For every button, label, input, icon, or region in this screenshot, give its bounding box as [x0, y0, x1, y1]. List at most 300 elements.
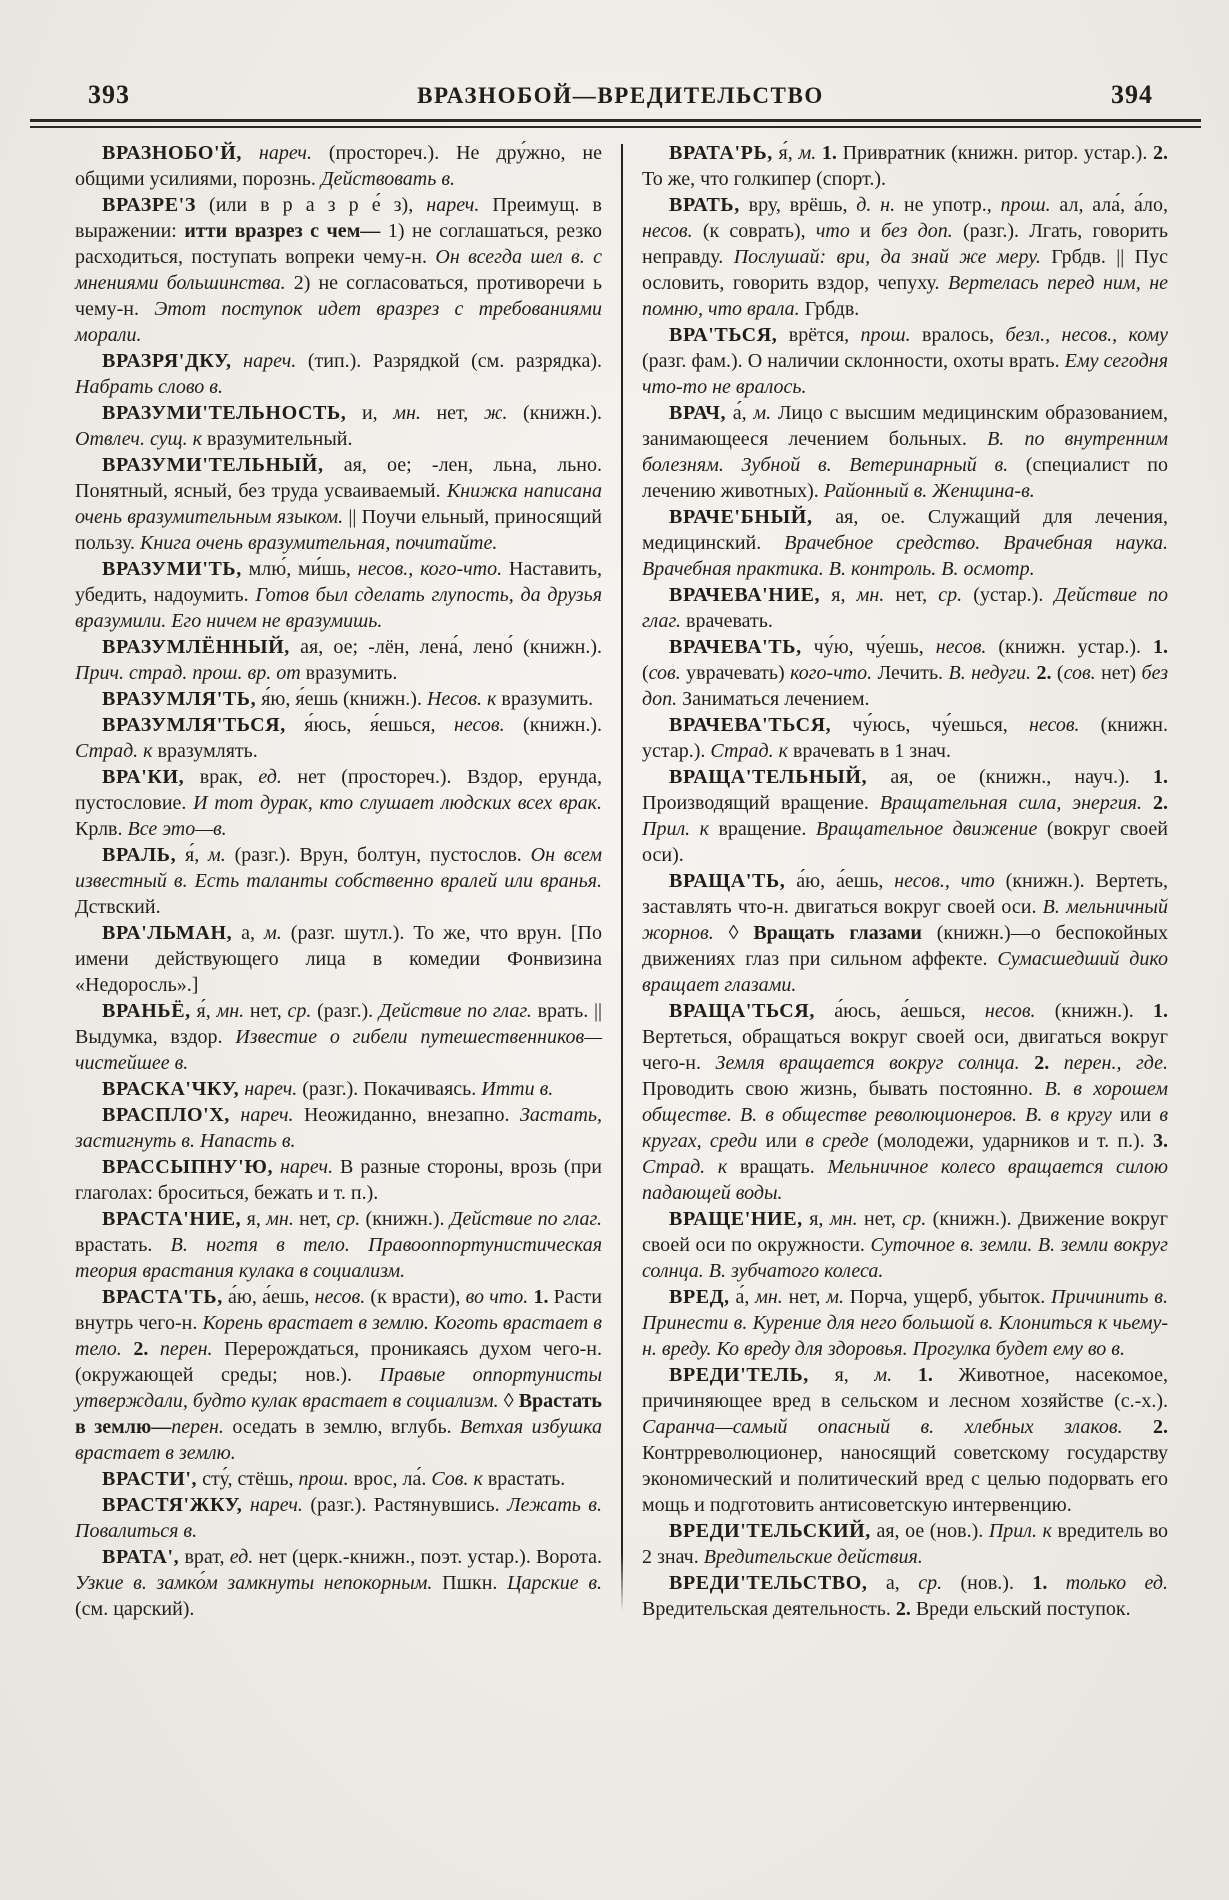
- entry-text: м.: [826, 1286, 844, 1308]
- entry-text: 1.: [1153, 636, 1168, 658]
- headword: ВРАЗРЕ'З: [102, 194, 196, 216]
- entry-text: вралось,: [910, 324, 1006, 346]
- entry-text: м.: [264, 922, 282, 944]
- entry-text: (разг.). Врун, болтун, пустослов.: [225, 844, 531, 866]
- entry-text: ср.: [287, 1000, 312, 1022]
- dictionary-entry: [642, 504, 1168, 582]
- entry-text: В. недуги.: [948, 662, 1032, 684]
- entry-text: (молодежи, ударников и т. п.).: [868, 1130, 1153, 1152]
- entry-text: (тип.). Разрядкой (см. разрядка).: [296, 350, 602, 372]
- entry-text: Саранча—самый опасный в. хлебных злаков.: [642, 1416, 1123, 1438]
- dictionary-entry: [75, 1466, 602, 1492]
- headword: ВРАЗУМИ'ТЕЛЬНОСТЬ,: [102, 402, 347, 424]
- entry-text: мн.: [266, 1208, 294, 1230]
- dictionary-entry: [75, 712, 602, 764]
- dictionary-entry: [642, 582, 1168, 634]
- entry-text: Набрать слово в.: [75, 376, 223, 398]
- entry-text: (устар.).: [962, 584, 1055, 606]
- entry-text: Ему сегодня что-то не вралось.: [642, 350, 1168, 398]
- entry-text: Контрреволюционер, наносящий советскому государству экономический и политический вред с целью подорвать его мощь и подготовить антисоветскую интервенцию.: [642, 1442, 1168, 1516]
- entry-text: я,: [802, 1208, 830, 1230]
- entry-text: Расти внутрь чего-н.: [75, 1286, 603, 1334]
- dictionary-entry: [642, 1284, 1168, 1362]
- entry-text: сов.: [1063, 662, 1096, 684]
- headword: ВРАСТА'ТЬ,: [102, 1286, 223, 1308]
- entry-text: млю́, ми́шь,: [241, 558, 358, 580]
- entry-text: Неожиданно, внезапно.: [293, 1104, 520, 1126]
- entry-text: нет (церк.-книжн., поэт. устар.). Ворота.: [253, 1546, 602, 1568]
- entry-text: и,: [346, 402, 394, 424]
- entry-text: (: [1051, 662, 1064, 684]
- entry-text: 2.: [1031, 662, 1052, 684]
- headword: ВРАЗУМИ'ТЬ,: [102, 558, 242, 580]
- entry-text: 1.: [816, 142, 837, 164]
- entry-text: Врачебное средство. Врачебная наука. Врачебная практика. В. контроль. В. осмотр.: [642, 532, 1168, 580]
- entry-text: что: [815, 220, 850, 242]
- dictionary-entry: [75, 1284, 602, 1466]
- entry-text: Все это—в.: [127, 818, 227, 840]
- entry-text: ая, ое; -лён, лена́, лено́ (книжн.).: [289, 636, 602, 658]
- entry-text: (нов.).: [942, 1572, 1033, 1594]
- headword: ВРАСТА'НИЕ,: [102, 1208, 242, 1230]
- entry-text: Вертелась перед ним, не помню, что врала.: [642, 272, 1168, 320]
- entry-text: Порча, ущерб, убыток.: [843, 1286, 1052, 1308]
- entry-text: я,: [808, 1364, 875, 1386]
- entry-text: нет,: [293, 1208, 337, 1230]
- entry-text: Сов. к: [431, 1468, 483, 1490]
- dictionary-entry: [75, 686, 602, 712]
- headword: ВРАЩЕ'НИЕ,: [669, 1208, 803, 1230]
- entry-text: ед.: [229, 1546, 254, 1568]
- entry-text: Книга очень вразумительная, почитайте.: [140, 532, 498, 554]
- entry-text: ед.: [258, 766, 282, 788]
- entry-text: (к соврать),: [692, 220, 816, 242]
- entry-text: или: [1111, 1104, 1160, 1126]
- entry-text: только ед.: [1047, 1572, 1168, 1594]
- entry-text: ая, ое. Служащий для лечения, медицинский.: [642, 506, 1168, 554]
- entry-text: врачевать в 1 знач.: [787, 740, 951, 762]
- entry-text: мн.: [829, 1208, 858, 1230]
- dictionary-entry: [642, 1570, 1168, 1622]
- entry-text: 2.: [1153, 142, 1168, 164]
- entry-text: (или в р а з р е́ з),: [195, 194, 427, 216]
- entry-text: вразумительный.: [202, 428, 353, 450]
- entry-text: Он всегда шел в. с мнениями большинства.: [75, 246, 602, 294]
- entry-text: врать. || Выдумка, вздор.: [75, 1000, 603, 1048]
- headword: ВРАЗУМЛЯ'ТЬ,: [102, 688, 257, 710]
- entry-text: Готов был сделать глупость, да друзья вразумили. Его ничем не вразумишь.: [75, 584, 603, 632]
- entry-text: (разг. шутл.). То же, что врун. [По имени действующего лица в комедии Фонвизина «Недоросль».]: [75, 922, 602, 996]
- entry-text: В. в хорошем обществе. В. в обществе революционеров. В. в кругу: [642, 1078, 1168, 1126]
- headword: ВРЕДИ'ТЕЛЬСТВО,: [669, 1572, 868, 1594]
- entry-text: вращать.: [727, 1156, 828, 1178]
- entry-text: а,: [232, 922, 265, 944]
- entry-text: (простореч.). Не дру́жно, не общими усилиями, порознь.: [75, 142, 603, 190]
- entry-text: В. ногтя в тело. Правооппортунистическая теория врастания кулака в социализм.: [75, 1234, 602, 1282]
- entry-text: Сумасшедший дико вращает глазами.: [642, 948, 1168, 996]
- headword: ВРЕД,: [669, 1286, 730, 1308]
- entry-text: Этот поступок идет вразрез с требованиями морали.: [75, 298, 602, 346]
- dictionary-entry: [75, 192, 602, 348]
- headword: ВРАССЫПНУ'Ю,: [102, 1156, 274, 1178]
- entry-text: ая, ое (книжн., науч.).: [867, 766, 1153, 788]
- entry-text: несов., что: [894, 870, 995, 892]
- entry-text: вразумлять.: [152, 740, 258, 762]
- entry-text: (книжн.)—о беспокойных движениях глаз при сильном аффекте.: [642, 922, 1168, 970]
- dictionary-entry: [75, 1492, 602, 1544]
- entry-text: Прил. к: [642, 818, 709, 840]
- entry-text: мн.: [393, 402, 421, 424]
- dictionary-entry: [75, 1102, 602, 1154]
- headword: ВРАТЬ,: [669, 194, 740, 216]
- entry-text: нет): [1095, 662, 1142, 684]
- entry-text: Перерождаться, проникаясь духом чего-н. (окружающей среды; нов.).: [75, 1338, 602, 1386]
- entry-text: и: [849, 220, 881, 242]
- entry-text: мн.: [856, 584, 885, 606]
- dictionary-entry: [75, 920, 602, 998]
- entry-text: 1.: [1032, 1572, 1048, 1594]
- entry-text: Страд. к: [710, 740, 788, 762]
- entry-text: Действие по глаг.: [642, 584, 1169, 632]
- entry-text: (книжн.).: [504, 714, 603, 736]
- entry-text: м.: [798, 142, 817, 164]
- dictionary-entry: [75, 400, 602, 452]
- entry-text: без доп.: [880, 220, 953, 242]
- headword: ВРАЧЕВА'ТЬ,: [669, 636, 802, 658]
- dictionary-entry: [642, 400, 1168, 504]
- dictionary-entry: [75, 1206, 602, 1284]
- entry-text: уврачевать): [680, 662, 791, 684]
- entry-text: мн.: [216, 1000, 245, 1022]
- entry-text: а́,: [726, 402, 754, 424]
- text-columns: [75, 140, 1168, 1622]
- entry-text: ж.: [483, 402, 508, 424]
- entry-text: Несов. к: [426, 688, 497, 710]
- headword: ВРАСКА'ЧКУ,: [102, 1078, 240, 1100]
- headword: ВРАЗУМЛЯ'ТЬСЯ,: [102, 714, 286, 736]
- headword: ВРАЗРЯ'ДКУ,: [102, 350, 232, 372]
- entry-text: Вреди ельский поступок.: [910, 1598, 1131, 1620]
- entry-text: (книжн.).: [507, 402, 602, 424]
- headword: ВРАЧЕВА'ТЬСЯ,: [669, 714, 832, 736]
- entry-text: Вращать глазами: [753, 922, 922, 944]
- dictionary-entry: [75, 140, 602, 192]
- entry-text: а́юсь, а́ешься,: [814, 1000, 985, 1022]
- entry-text: 1) не соглашаться, резко расходиться, поступать вопреки чему-н.: [75, 220, 602, 268]
- entry-text: В. по внутренним болезням. Зубной в. Ветеринарный в.: [642, 428, 1169, 476]
- entry-text: (к врасти),: [365, 1286, 466, 1308]
- entry-text: Животное, насекомое, причиняющее вред в сельском и лесном хозяйстве (с.-х.).: [642, 1364, 1168, 1412]
- entry-text: вращение.: [709, 818, 816, 840]
- dictionary-entry: [75, 348, 602, 400]
- entry-text: Он всем известный в. Есть таланты собственно вралей или вранья.: [75, 844, 602, 892]
- entry-text: м.: [874, 1364, 893, 1386]
- entry-text: (книжн.).: [1035, 1000, 1153, 1022]
- dictionary-entry: [642, 322, 1168, 400]
- entry-text: нареч.: [231, 350, 297, 372]
- entry-text: чу́ю, чу́ешь,: [801, 636, 936, 658]
- dictionary-entry: [642, 1206, 1168, 1284]
- entry-text: Земля вращается вокруг солнца.: [715, 1052, 1020, 1074]
- entry-text: врос, ла́.: [348, 1468, 432, 1490]
- entry-text: оседать в землю, вглубь.: [223, 1416, 460, 1438]
- entry-text: несов.: [1028, 714, 1080, 736]
- entry-text: нет (простореч.). Вздор, ерунда, пустословие.: [75, 766, 602, 814]
- entry-text: Прил. к: [988, 1520, 1052, 1542]
- headword: ВРАЧЕВА'НИЕ,: [669, 584, 821, 606]
- entry-text: нареч.: [273, 1156, 334, 1178]
- entry-text: несов.: [642, 220, 693, 242]
- entry-text: 2) не согласоваться, противоречи ь чему-н.: [75, 272, 602, 320]
- entry-text: (разг.). Растянувшись.: [302, 1494, 508, 1516]
- dictionary-entry: [642, 998, 1168, 1206]
- entry-text: 1.: [1153, 1000, 1168, 1022]
- entry-text: врак,: [184, 766, 259, 788]
- entry-text: Вредительские действия.: [703, 1546, 923, 1568]
- entry-text: (книжн.). Движение вокруг своей оси по окружности.: [642, 1208, 1169, 1256]
- entry-text: несов.: [314, 1286, 366, 1308]
- entry-text: (книжн.).: [360, 1208, 450, 1230]
- dictionary-entry: [75, 998, 602, 1076]
- entry-text: я́,: [772, 142, 799, 164]
- dictionary-entry: [642, 868, 1168, 998]
- headword: ВРАСПЛО'Х,: [102, 1104, 230, 1126]
- entry-text: Итти в.: [481, 1078, 554, 1100]
- entry-text: 1.: [528, 1286, 549, 1308]
- entry-text: || Поучи ельный, приносящий пользу.: [75, 506, 603, 554]
- dictionary-entry: [642, 192, 1168, 322]
- headword: ВРАЧЕ'БНЫЙ,: [669, 506, 813, 528]
- entry-text: нет,: [420, 402, 484, 424]
- entry-text: вру, врёшь,: [739, 194, 857, 216]
- headword: ВРЕДИ'ТЕЛЬСКИЙ,: [669, 1520, 871, 1542]
- entry-text: Действие по глаг.: [378, 1000, 532, 1022]
- entry-text: нет,: [782, 1286, 827, 1308]
- dictionary-entry: [642, 634, 1168, 712]
- entry-text: Мельничное колесо вращается силою падающей воды.: [642, 1156, 1168, 1204]
- entry-text: Лицо с высшим медицинским образованием, занимающееся лечением больных.: [642, 402, 1168, 450]
- dictionary-entry: [75, 764, 602, 842]
- entry-text: То же, что голкипер (спорт.).: [642, 168, 886, 190]
- entry-text: я́юсь, я́ешься,: [285, 714, 454, 736]
- entry-text: Грбдв.: [799, 298, 860, 320]
- entry-text: чу́юсь, чу́ешься,: [831, 714, 1029, 736]
- entry-text: мн.: [755, 1286, 783, 1308]
- entry-text: Суточное в. земли. В. земли вокруг солнца. В. зубчатого колеса.: [642, 1234, 1168, 1282]
- page-header: [88, 80, 1153, 110]
- entry-text: врастать.: [482, 1468, 566, 1490]
- entry-text: без доп.: [642, 662, 1168, 710]
- entry-text: 2.: [1142, 792, 1168, 814]
- page-number-left: 393: [88, 80, 130, 109]
- entry-text: я,: [241, 1208, 267, 1230]
- entry-text: несов., кого-что.: [357, 558, 503, 580]
- entry-text: (разг.). Лгать, говорить неправду.: [642, 220, 1169, 268]
- headword: ВРАЩА'ТЬСЯ,: [669, 1000, 815, 1022]
- entry-text: Вертеться, обращаться вокруг своей оси, двигаться вокруг чего-н.: [642, 1026, 1168, 1074]
- entry-text: нареч.: [242, 1494, 303, 1516]
- entry-text: (специалист по лечению животных).: [642, 454, 1168, 502]
- entry-text: 2.: [895, 1598, 911, 1620]
- entry-text: Послушай: ври, да знай же меру.: [733, 246, 1041, 268]
- entry-text: прош.: [298, 1468, 349, 1490]
- entry-text: ал, ала́, а́ло,: [1050, 194, 1168, 216]
- entry-text: (книжн. устар.).: [642, 714, 1168, 762]
- entry-text: сту́, стёшь,: [197, 1468, 299, 1490]
- entry-text: нареч.: [426, 194, 480, 216]
- headword: ВРАЧ,: [669, 402, 727, 424]
- entry-text: Застать, застигнуть в. Напасть в.: [75, 1104, 602, 1152]
- entry-text: И тот дурак, кто слушает людских всех врак.: [193, 792, 602, 814]
- entry-text: 2.: [121, 1338, 149, 1360]
- entry-text: д. н.: [856, 194, 896, 216]
- entry-text: я́,: [190, 1000, 217, 1022]
- dictionary-entry: [75, 1076, 602, 1102]
- entry-text: 2.: [1122, 1416, 1169, 1438]
- dictionary-entry: [642, 1362, 1168, 1518]
- entry-text: Страд. к: [642, 1156, 728, 1178]
- headword: ВРАЗУМЛЁННЫЙ,: [102, 636, 290, 658]
- entry-text: в среде: [805, 1130, 869, 1152]
- entry-text: 1.: [1153, 766, 1168, 788]
- entry-text: Страд. к: [75, 740, 153, 762]
- entry-text: я́ю, я́ешь (книжн.).: [256, 688, 427, 710]
- entry-text: безл., несов., кому: [1005, 324, 1168, 346]
- entry-text: нареч.: [241, 142, 312, 164]
- entry-text: Преимущ. в выражении:: [75, 194, 602, 242]
- page-number-right: 394: [1111, 80, 1153, 109]
- dictionary-entry: [75, 452, 602, 556]
- entry-text: ср.: [938, 584, 963, 606]
- entry-text: (разг.). Покачиваясь.: [297, 1078, 482, 1100]
- entry-text: врастать.: [75, 1234, 171, 1256]
- entry-text: вредитель во 2 знач.: [642, 1520, 1168, 1568]
- entry-text: Вращательная сила, энергия.: [879, 792, 1143, 814]
- entry-text: Правые оппортунисты утверждали, будто кулак врастает в социализм.: [75, 1364, 602, 1412]
- entry-text: а́,: [729, 1286, 756, 1308]
- entry-text: Корень врастает в землю. Коготь врастает в тело.: [75, 1312, 602, 1360]
- headword: ВРА'КИ,: [102, 766, 185, 788]
- entry-text: врат,: [179, 1546, 230, 1568]
- entry-text: врачевать.: [681, 610, 773, 632]
- entry-text: Дствский.: [75, 896, 161, 918]
- entry-text: м.: [753, 402, 772, 424]
- entry-text: Отвлеч. сущ. к: [75, 428, 203, 450]
- entry-text: кого-что.: [790, 662, 873, 684]
- entry-text: Производящий вращение.: [642, 792, 880, 814]
- entry-text: Ветхая избушка врастает в землю.: [75, 1416, 603, 1464]
- right-column: [642, 140, 1168, 1622]
- entry-text: а,: [867, 1572, 919, 1594]
- entry-text: Книжка написана очень вразумительным языком.: [75, 480, 602, 528]
- headword: ВРАЩА'ТЕЛЬНЫЙ,: [669, 766, 868, 788]
- entry-text: 3.: [1153, 1130, 1168, 1152]
- entry-text: перен.: [171, 1416, 224, 1438]
- entry-text: Крлв.: [75, 818, 128, 840]
- entry-text: Царские в.: [507, 1572, 603, 1594]
- entry-text: я,: [820, 584, 857, 606]
- entry-text: (книжн. устар.).: [986, 636, 1153, 658]
- entry-text: несов.: [935, 636, 987, 658]
- entry-text: прош.: [1000, 194, 1051, 216]
- dictionary-entry: [642, 1518, 1168, 1570]
- entry-text: (: [642, 662, 649, 684]
- entry-text: Узкие в. замко́м замкнуты непокорным.: [75, 1572, 433, 1594]
- entry-text: Пшкн.: [432, 1572, 508, 1594]
- entry-text: нареч.: [229, 1104, 294, 1126]
- entry-text: нет,: [884, 584, 939, 606]
- entry-text: (разг.).: [311, 1000, 379, 1022]
- entry-text: вразумить.: [300, 662, 398, 684]
- entry-text: Вращательное движение: [815, 818, 1038, 840]
- entry-text: (вокруг своей оси).: [642, 818, 1168, 866]
- entry-text: прош.: [860, 324, 911, 346]
- entry-text: Заниматься лечением.: [677, 688, 870, 710]
- entry-text: несов.: [984, 1000, 1036, 1022]
- headword: ВРАТА',: [102, 1546, 180, 1568]
- headword: ВРАЛЬ,: [102, 844, 177, 866]
- headword: ВРАТА'РЬ,: [669, 142, 773, 164]
- headword: ВРАНЬЁ,: [102, 1000, 191, 1022]
- dictionary-entry: [75, 634, 602, 686]
- headword: ВРАЗУМИ'ТЕЛЬНЫЙ,: [102, 454, 324, 476]
- entry-text: нареч.: [239, 1078, 298, 1100]
- entry-text: Причинить в. Принести в. Курение для него большой в. Клониться к чьему-н. вреду. Ко вреду для здоровья. Прогулка будет ему во в.: [642, 1286, 1168, 1360]
- entry-text: во что.: [465, 1286, 529, 1308]
- entry-text: Грбдв. || Пус ословить, говорить вздор, чепуху.: [642, 246, 1168, 294]
- dictionary-entry: [642, 140, 1168, 192]
- dictionary-entry: [642, 764, 1168, 868]
- entry-text: ая, ое; -лен, льна, льно. Понятный, ясный, без труда усваиваемый.: [75, 454, 602, 502]
- entry-text: не употр.,: [895, 194, 1001, 216]
- entry-text: м.: [208, 844, 226, 866]
- entry-text: (книжн.). Вертеть, заставлять что-н. двигаться вокруг своей оси.: [642, 870, 1168, 918]
- entry-text: в кругах, среди: [642, 1104, 1169, 1152]
- entry-text: Лечить.: [872, 662, 949, 684]
- entry-text: итти вразрез с чем—: [184, 220, 381, 242]
- entry-text: врётся,: [777, 324, 861, 346]
- headword: ВРАСТИ',: [102, 1468, 198, 1490]
- entry-text: Прич. страд. прош. вр. от: [75, 662, 301, 684]
- entry-text: Известие о гибели путешественников—чистейшее в.: [75, 1026, 603, 1074]
- entry-text: ◊: [498, 1390, 519, 1412]
- entry-text: сов.: [648, 662, 681, 684]
- entry-text: ◊: [713, 922, 754, 944]
- entry-text: В. мельничный жорнов.: [642, 896, 1168, 944]
- left-column: [75, 140, 602, 1622]
- entry-text: я́,: [176, 844, 209, 866]
- entry-text: ср.: [902, 1208, 927, 1230]
- headword: ВРАСТЯ'ЖКУ,: [102, 1494, 243, 1516]
- entry-text: Привратник (книжн. ритор. устар.).: [836, 142, 1153, 164]
- entry-text: 1.: [892, 1364, 933, 1386]
- entry-text: несов.: [453, 714, 505, 736]
- entry-text: нет,: [244, 1000, 288, 1022]
- entry-text: Врастать в землю—: [75, 1390, 602, 1438]
- entry-text: (см. царский).: [75, 1598, 195, 1620]
- entry-text: (разг. фам.). О наличии склонности, охоты врать.: [642, 350, 1065, 372]
- entry-text: ср.: [336, 1208, 361, 1230]
- entry-text: Лежать в. Повалиться в.: [75, 1494, 602, 1542]
- column-divider: [621, 144, 623, 1612]
- header-rule: [30, 119, 1201, 128]
- dictionary-entry: [75, 1544, 602, 1622]
- entry-text: Районный в. Женщина-в.: [823, 480, 1035, 502]
- entry-text: перен.: [148, 1338, 213, 1360]
- entry-text: вразумить.: [496, 688, 594, 710]
- entry-text: или: [757, 1130, 806, 1152]
- dictionary-entry: [642, 712, 1168, 764]
